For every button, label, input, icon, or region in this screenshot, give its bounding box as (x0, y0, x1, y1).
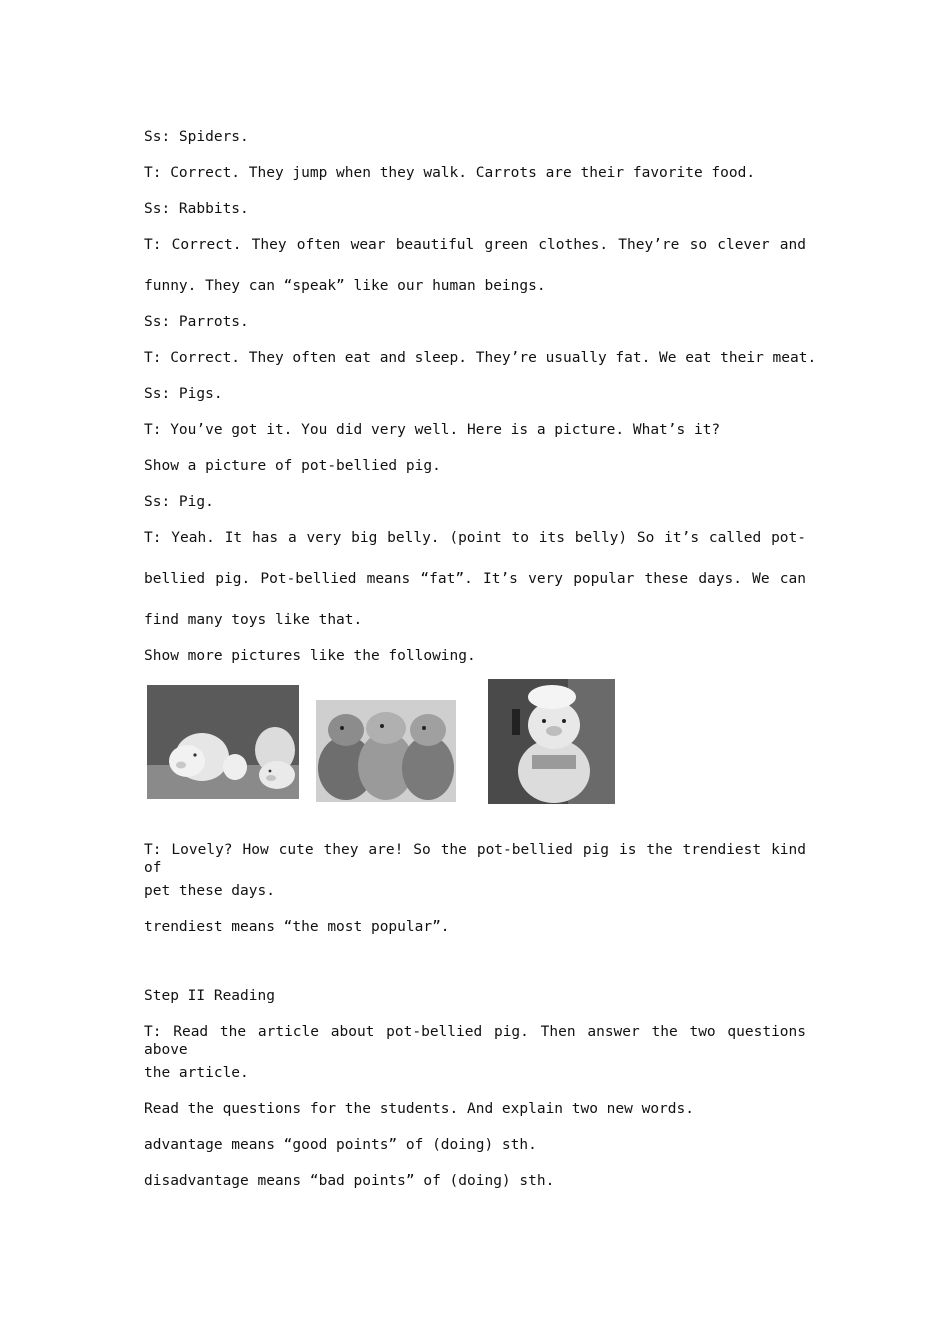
text-line: Ss: Rabbits. (144, 201, 249, 217)
text-line: T: Yeah. It has a very big belly. (point to its belly) So it’s called pot- (144, 530, 806, 546)
text-line: T: Correct. They often eat and sleep. They’re usually fat. We eat their meat. (144, 350, 817, 366)
text-line: advantage means “good points” of (doing) sth. (144, 1137, 537, 1153)
text-line: T: You’ve got it. You did very well. Here is a picture. What’s it? (144, 422, 721, 438)
piggy-banks-photo-icon (147, 685, 299, 799)
plush-pigs-photo-icon (316, 700, 456, 802)
text-line: Ss: Parrots. (144, 314, 249, 330)
text-line: disadvantage means “bad points” of (doing) sth. (144, 1173, 555, 1189)
text-line: trendiest means “the most popular”. (144, 919, 450, 935)
text-line: bellied pig. Pot-bellied means “fat”. It’s very popular these days. We can (144, 571, 806, 587)
text-line: find many toys like that. (144, 612, 363, 628)
text-line: the article. (144, 1065, 249, 1081)
text-line: Ss: Pigs. (144, 386, 223, 402)
text-line: T: Read the article about pot-bellied pig. Then answer the two questions above (144, 1024, 806, 1058)
text-line: T: Correct. They often wear beautiful green clothes. They’re so clever and (144, 237, 806, 253)
text-line: pet these days. (144, 883, 275, 899)
text-line: Show more pictures like the following. (144, 648, 476, 664)
section-heading: Step II Reading (144, 988, 275, 1004)
chef-pig-statue-photo-icon (488, 679, 615, 804)
text-line: Show a picture of pot-bellied pig. (144, 458, 441, 474)
text-line: T: Lovely? How cute they are! So the pot-bellied pig is the trendiest kind of (144, 842, 806, 876)
text-line: Read the questions for the students. And explain two new words. (144, 1101, 694, 1117)
text-line: T: Correct. They jump when they walk. Carrots are their favorite food. (144, 165, 756, 181)
text-line: funny. They can “speak” like our human beings. (144, 278, 546, 294)
text-line: Ss: Spiders. (144, 129, 249, 145)
text-line: Ss: Pig. (144, 494, 214, 510)
